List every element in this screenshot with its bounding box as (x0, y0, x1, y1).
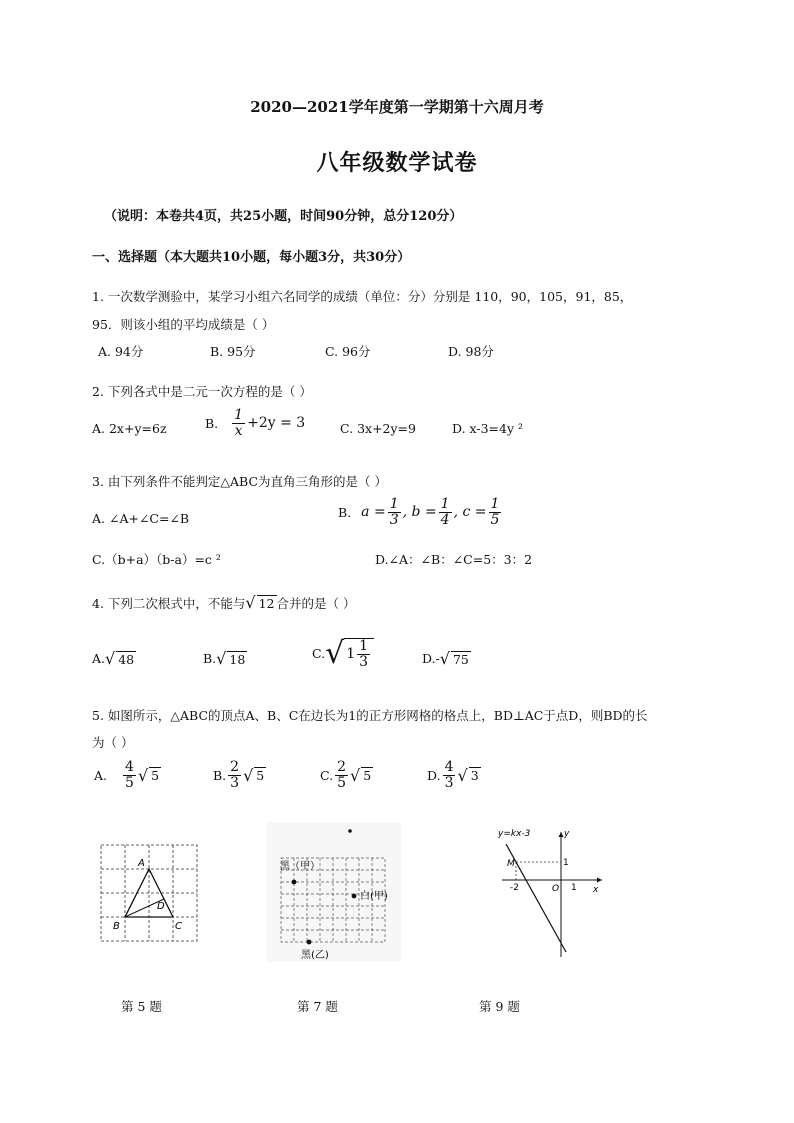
q5-option-a-label: A. (94, 767, 108, 783)
q1-option-a: A. 94分 (98, 344, 144, 359)
label-white-jia: 白(甲) (360, 891, 388, 902)
radical-sign: √ (245, 593, 256, 612)
label-black-yi: 黑(乙) (301, 950, 329, 961)
fraction-numerator: 4 (125, 759, 134, 775)
label-x: x (593, 885, 599, 895)
q3-var-c: , c = (453, 504, 487, 521)
radical-sign: √ (216, 649, 227, 668)
fraction-numerator: 4 (444, 759, 454, 775)
q4-stem (92, 593, 356, 612)
figure-5-grid-triangle (98, 842, 200, 944)
q4-stem-post: 合并的是（ ） (276, 595, 356, 611)
fraction-denominator: 3 (230, 774, 240, 791)
fraction-numerator: 1 (234, 407, 244, 423)
q3-stem: 3. 由下列条件不能判定△ABC为直角三角形的是（ ） (92, 474, 387, 489)
fraction-denominator: 5 (337, 774, 347, 791)
q4-option-c-radicand (344, 638, 374, 669)
mixed-fraction (357, 639, 370, 669)
q5-option-d-label: D. (427, 767, 441, 783)
q5-option-a-radicand: 5 (151, 768, 160, 784)
fraction-denominator: 5 (125, 774, 134, 791)
fraction-denominator: 3 (359, 653, 369, 670)
radical-sign: √ (243, 765, 254, 785)
label-y-one: 1 (563, 858, 569, 868)
q3-option-a: A. ∠A+∠C=∠B (92, 511, 190, 526)
fraction-numerator: 1 (490, 496, 500, 512)
q5-option-c (320, 760, 373, 790)
fraction-denominator: 5 (490, 511, 500, 528)
q5-option-c-radicand: 5 (363, 768, 372, 784)
q4-option-a-radicand: 48 (118, 651, 135, 667)
q4-stem-radicand: 12 (258, 595, 275, 611)
q4-option-b-radicand: 18 (229, 651, 246, 667)
q3-fraction-c (489, 497, 502, 527)
fraction-numerator: 1 (389, 496, 399, 512)
q3-var-a: a = (361, 504, 386, 521)
y-axis-arrow (559, 832, 564, 837)
q5-option-b (213, 760, 266, 790)
q4-option-c-label: C. (312, 646, 326, 661)
fraction-denominator: x (234, 422, 243, 439)
exam-title: 2020—2021学年度第一学期第十六周月考 (250, 98, 544, 116)
q4-option-c (312, 636, 374, 671)
q4-option-a-label: A. (92, 651, 106, 666)
figure-5-caption: 第 5 题 (121, 999, 162, 1014)
q4-stem-pre: 4. 下列二次根式中，不能与 (92, 595, 246, 611)
label-x-one: 1 (571, 883, 577, 893)
q3-option-b (338, 497, 503, 527)
q2-option-b-rest: +2y = 3 (247, 415, 306, 432)
q4-option-d-label: D.- (422, 651, 440, 666)
q3-option-b-label: B. (338, 504, 352, 520)
label-b: B (113, 921, 120, 932)
q1-option-c: C. 96分 (325, 344, 371, 359)
q5-option-b-label: B. (213, 767, 227, 783)
label-equation: y=kx-3 (498, 829, 531, 839)
fraction-denominator: 3 (389, 511, 399, 528)
figure-7-caption: 第 7 题 (297, 999, 338, 1014)
label-c: C (175, 921, 182, 932)
label-m: M (507, 859, 515, 869)
q5-line1: 5. 如图所示，△ABC的顶点A、B、C在边长为1的正方形网格的格点上，BD⊥AC于点D，则BD的长 (92, 708, 648, 723)
q1-line1: 1. 一次数学测验中，某学习小组六名同学的成绩（单位：分）分别是 110，90，105，91，85， (92, 289, 633, 304)
q3-option-c: C.（b+a）（b-a）=c ² (92, 552, 221, 567)
q5-option-c-label: C. (320, 767, 334, 783)
label-origin: O (552, 884, 560, 894)
figure-9-caption: 第 9 题 (479, 999, 520, 1014)
fraction-numerator: 2 (337, 759, 347, 775)
q2-stem: 2. 下列各式中是二元一次方程的是（ ） (92, 384, 312, 399)
stone-black-jia (292, 880, 297, 885)
q5-option-b-radicand: 5 (256, 768, 265, 784)
q1-option-b: B. 95分 (210, 344, 256, 359)
fraction-numerator: 1 (359, 637, 369, 654)
radical-sign: √ (350, 765, 361, 785)
figure-9-graph (494, 822, 606, 957)
q5-option-b-fraction (228, 760, 241, 790)
q5-option-a (94, 760, 161, 790)
q2-option-c: C. 3x+2y=9 (340, 421, 416, 436)
fraction-denominator: 3 (444, 774, 454, 791)
line-y-kx-3 (506, 844, 566, 952)
figure-7-board (266, 822, 401, 962)
mixed-whole: 1 (346, 646, 356, 662)
q3-fraction-b (439, 497, 452, 527)
radical-sign: √ (137, 765, 149, 785)
q3-fraction-a (388, 497, 401, 527)
exam-subject: 八年级数学试卷 (316, 150, 478, 176)
label-y: y (564, 829, 570, 839)
stone-black-yi (307, 940, 312, 945)
q3-option-d: D.∠A：∠B：∠C=5：3：2 (375, 552, 533, 567)
fraction-numerator: 1 (440, 496, 450, 512)
q1-line2: 95．则该小组的平均成绩是（ ） (92, 317, 275, 332)
q3-var-b: , b = (402, 504, 437, 521)
q5-line2: 为（ ） (92, 735, 134, 750)
q4-option-b (203, 649, 247, 668)
q4-option-a (92, 649, 136, 668)
q2-option-b-label: B. (205, 415, 219, 431)
label-d: D (157, 901, 165, 912)
radical-sign: √ (439, 649, 450, 668)
label-neg-two: -2 (510, 883, 519, 893)
radical-sign: √ (105, 649, 116, 668)
q2-option-a: A. 2x+y=6z (92, 421, 167, 436)
q1-option-d: D. 98分 (448, 344, 494, 359)
dot-top (348, 829, 352, 833)
q2-option-b-fraction (232, 408, 245, 438)
stone-white-jia (352, 894, 357, 899)
q2-option-d: D. x-3=4y ² (452, 421, 524, 436)
q4-option-d-radicand: 75 (452, 651, 469, 667)
exam-note: （说明：本卷共4页，共25小题，时间90分钟，总分120分） (104, 209, 463, 224)
section-title: 一、选择题（本大题共10小题，每小题3分，共30分） (92, 250, 411, 265)
label-a: A (138, 858, 145, 869)
q4-option-b-label: B. (203, 651, 217, 666)
radical-sign: √ (325, 636, 345, 671)
radical-sign: √ (457, 765, 468, 785)
q4-option-d (422, 649, 471, 668)
x-axis-arrow (597, 878, 602, 883)
q5-option-d-fraction (443, 760, 456, 790)
q2-option-b (205, 408, 305, 438)
fraction-denominator: 4 (440, 511, 450, 528)
q5-option-a-fraction (123, 760, 136, 790)
q5-option-d-radicand: 3 (470, 768, 479, 784)
q5-option-d (427, 760, 481, 790)
label-black-jia: 黑（甲） (280, 861, 320, 872)
q5-option-c-fraction (335, 760, 348, 790)
fraction-numerator: 2 (230, 759, 240, 775)
